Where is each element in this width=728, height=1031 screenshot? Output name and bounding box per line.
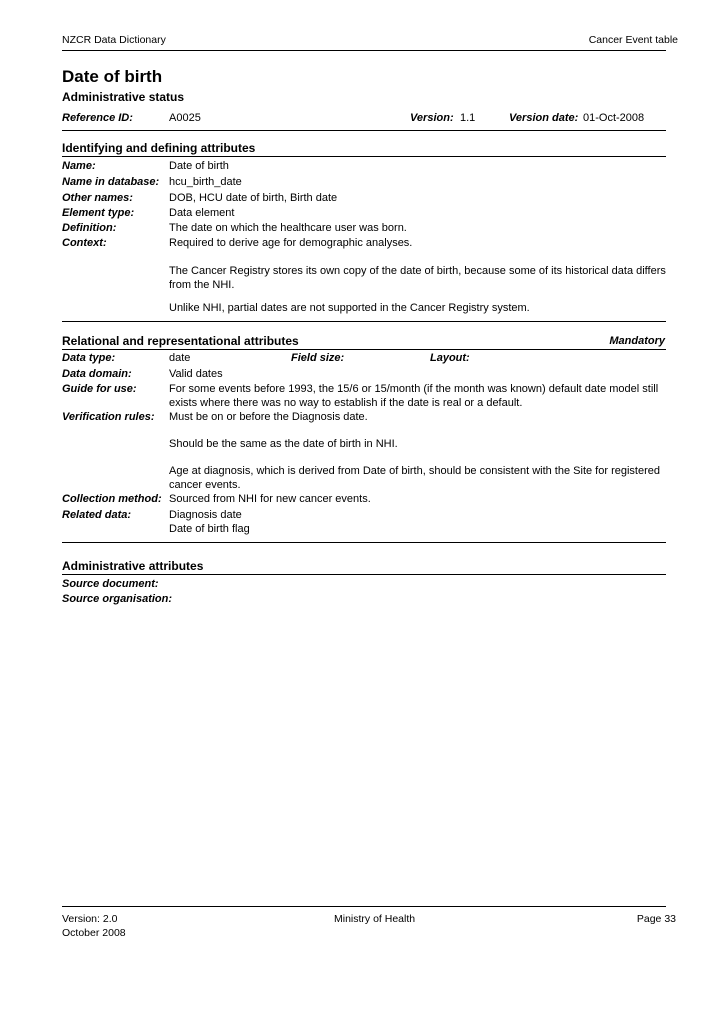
context-paragraph-3: Unlike NHI, partial dates are not supported in the Cancer Registry system. bbox=[169, 302, 530, 314]
related-data-item-1: Diagnosis date bbox=[169, 509, 242, 521]
reference-id-label: Reference ID: bbox=[62, 112, 133, 124]
status-rule bbox=[62, 130, 666, 131]
version-label: Version: bbox=[410, 112, 454, 124]
context-paragraph-2-line-1: The Cancer Registry stores its own copy of the date of birth, because some of its historical data differs bbox=[169, 265, 666, 277]
footer-page-number: Page 33 bbox=[636, 913, 676, 925]
identifying-heading: Identifying and defining attributes bbox=[62, 141, 256, 155]
name-value: Date of birth bbox=[169, 160, 229, 172]
context-label: Context: bbox=[62, 237, 107, 249]
identifying-end-rule bbox=[62, 321, 666, 322]
collection-method-value: Sourced from NHI for new cancer events. bbox=[169, 493, 371, 505]
footer-date: October 2008 bbox=[62, 927, 126, 939]
page-subtitle: Administrative status bbox=[62, 90, 185, 104]
footer-rule bbox=[62, 906, 666, 907]
version-date-value: 01-Oct-2008 bbox=[583, 112, 645, 124]
context-value: Required to derive age for demographic analyses. bbox=[169, 237, 413, 249]
related-data-label: Related data: bbox=[62, 509, 132, 521]
layout-label: Layout: bbox=[430, 352, 470, 364]
guide-line-2: exists where there was no way to establish if the date is real or a default. bbox=[169, 397, 523, 409]
admin-rule bbox=[62, 574, 666, 575]
collection-method-label: Collection method: bbox=[62, 493, 162, 505]
verification-paragraph-2: Should be the same as the date of birth in NHI. bbox=[169, 438, 398, 450]
field-size-label: Field size: bbox=[291, 352, 345, 364]
verification-rules-label: Verification rules: bbox=[62, 411, 155, 423]
other-names-value: DOB, HCU date of birth, Birth date bbox=[169, 192, 338, 204]
mandatory-label: Mandatory bbox=[609, 335, 665, 347]
footer-version: Version: 2.0 bbox=[62, 913, 118, 925]
identifying-rule bbox=[62, 156, 666, 157]
footer-center: Ministry of Health bbox=[334, 913, 416, 925]
version-date-label: Version date: bbox=[509, 112, 579, 124]
element-type-value: Data element bbox=[169, 207, 235, 219]
verification-paragraph-1: Must be on or before the Diagnosis date. bbox=[169, 411, 368, 423]
relational-heading: Relational and representational attributes bbox=[62, 334, 299, 348]
version-value: 1.1 bbox=[460, 112, 476, 124]
guide-for-use-label: Guide for use: bbox=[62, 383, 137, 395]
page-title: Date of birth bbox=[62, 67, 163, 86]
related-data-item-2: Date of birth flag bbox=[169, 523, 250, 535]
header-rule bbox=[62, 50, 666, 51]
admin-heading: Administrative attributes bbox=[62, 559, 204, 573]
other-names-label: Other names: bbox=[62, 192, 133, 204]
definition-label: Definition: bbox=[62, 222, 117, 234]
element-type-label: Element type: bbox=[62, 207, 135, 219]
reference-id-value: A0025 bbox=[169, 112, 201, 124]
source-document-label: Source document: bbox=[62, 578, 159, 590]
verification-paragraph-3-line-1: Age at diagnosis, which is derived from Date of birth, should be consistent with the Site for registered bbox=[169, 465, 660, 477]
context-paragraph-2-line-2: from the NHI. bbox=[169, 279, 235, 291]
guide-line-1: For some events before 1993, the 15/6 or 15/month (if the month was known) default date model still bbox=[169, 383, 659, 395]
data-type-label: Data type: bbox=[62, 352, 116, 364]
verification-paragraph-3-line-2: cancer events. bbox=[169, 479, 241, 491]
db-name-label: Name in database: bbox=[62, 176, 160, 188]
header-right: Cancer Event table bbox=[588, 34, 678, 46]
data-type-value: date bbox=[169, 352, 191, 364]
data-domain-label: Data domain: bbox=[62, 368, 132, 380]
definition-value: The date on which the healthcare user was born. bbox=[169, 222, 407, 234]
relational-rule bbox=[62, 349, 666, 350]
relational-end-rule bbox=[62, 542, 666, 543]
source-organisation-label: Source organisation: bbox=[62, 593, 173, 605]
data-domain-value: Valid dates bbox=[169, 368, 223, 380]
header-left: NZCR Data Dictionary bbox=[62, 34, 166, 46]
db-name-value: hcu_birth_date bbox=[169, 176, 242, 188]
name-label: Name: bbox=[62, 160, 96, 172]
